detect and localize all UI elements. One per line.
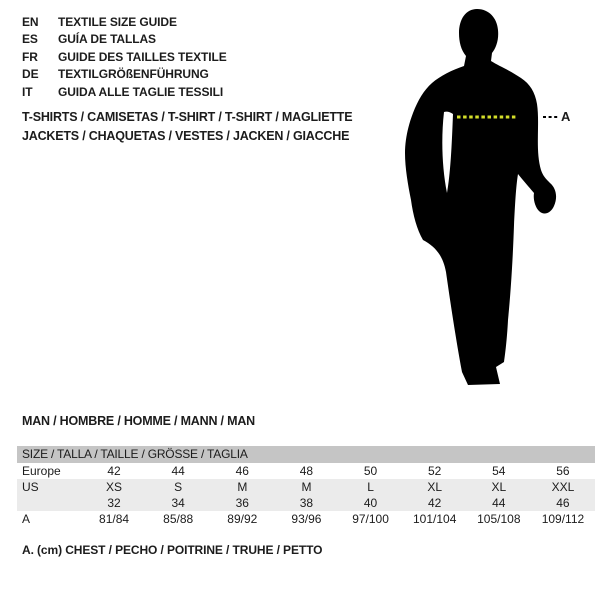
- table-cell: S: [174, 480, 183, 494]
- table-cell: 81/84: [99, 512, 130, 526]
- language-title: GUÍA DE TALLAS: [58, 32, 156, 47]
- table-cell: 44: [492, 496, 506, 510]
- table-cell: 46: [235, 464, 249, 478]
- language-row-de: [22, 66, 227, 83]
- measure-a-label: A: [561, 109, 571, 124]
- table-cell: 32: [107, 496, 121, 510]
- language-row-es: [22, 31, 227, 48]
- language-row-fr: [22, 49, 227, 66]
- table-cell: 52: [428, 464, 442, 478]
- table-cell: 38: [299, 496, 314, 510]
- language-code: DE: [22, 67, 39, 82]
- table-cell: XL: [427, 480, 443, 494]
- language-code: ES: [22, 32, 38, 47]
- section-title-man: MAN / HOMBRE / HOMME / MANN / MAN: [22, 414, 255, 428]
- table-cell: 36: [235, 496, 249, 510]
- language-title: TEXTILGRÖßENFÜHRUNG: [58, 67, 209, 82]
- table-cell: L: [367, 480, 374, 494]
- language-row-en: [22, 14, 227, 31]
- table-cell: 34: [171, 496, 185, 510]
- table-cell: 105/108: [477, 512, 521, 526]
- table-cell: 46: [556, 496, 570, 510]
- man-silhouette-figure: [395, 0, 580, 400]
- table-cell: 50: [363, 464, 378, 478]
- table-cell: 97/100: [352, 512, 389, 526]
- man-silhouette: [405, 9, 556, 385]
- row-label: [17, 495, 82, 511]
- size-table: [17, 446, 595, 527]
- table-row-europe: [17, 463, 595, 479]
- language-code: EN: [22, 15, 39, 29]
- table-cell: M: [237, 480, 248, 494]
- table-cell: 56: [556, 464, 570, 478]
- category-tshirts: T-SHIRTS / CAMISETAS / T-SHIRT / T-SHIRT / MAGLIETTE: [22, 110, 353, 124]
- table-row-us-numeric: [17, 495, 595, 511]
- row-label: A: [22, 512, 31, 526]
- table-cell: 93/96: [291, 512, 322, 526]
- size-table-header: SIZE / TALLA / TAILLE / GRÖSSE / TAGLIA: [17, 446, 595, 463]
- row-label: US: [22, 480, 39, 494]
- garment-category: [22, 108, 352, 145]
- row-label: Europe: [22, 464, 61, 478]
- table-cell: 48: [299, 464, 314, 478]
- language-title: GUIDA ALLE TAGLIE TESSILI: [58, 84, 224, 99]
- language-title-list: [22, 14, 227, 101]
- table-cell: 101/104: [412, 512, 457, 526]
- table-cell: XS: [106, 480, 123, 494]
- language-row-it: [22, 84, 227, 101]
- table-row-a-chest: [17, 511, 595, 527]
- language-title: TEXTILE SIZE GUIDE: [58, 15, 177, 29]
- table-cell: XL: [491, 480, 507, 494]
- table-cell: 40: [363, 496, 378, 510]
- table-cell: 42: [428, 496, 442, 510]
- table-row-us: [17, 479, 595, 495]
- language-title: GUIDE DES TAILLES TEXTILE: [58, 49, 227, 64]
- table-cell: XXL: [551, 480, 575, 494]
- language-code: FR: [22, 49, 38, 64]
- table-cell: 89/92: [227, 512, 258, 526]
- table-cell: 85/88: [163, 512, 194, 526]
- table-cell: 44: [171, 464, 185, 478]
- table-cell: 54: [492, 464, 506, 478]
- table-cell: M: [301, 480, 312, 494]
- language-code: IT: [22, 84, 33, 99]
- table-cell: 42: [107, 464, 121, 478]
- measurement-footnote: A. (cm) CHEST / PECHO / POITRINE / TRUHE / PETTO: [22, 543, 323, 557]
- category-jackets: JACKETS / CHAQUETAS / VESTES / JACKEN / GIACCHE: [22, 128, 350, 143]
- table-cell: 109/112: [541, 512, 585, 526]
